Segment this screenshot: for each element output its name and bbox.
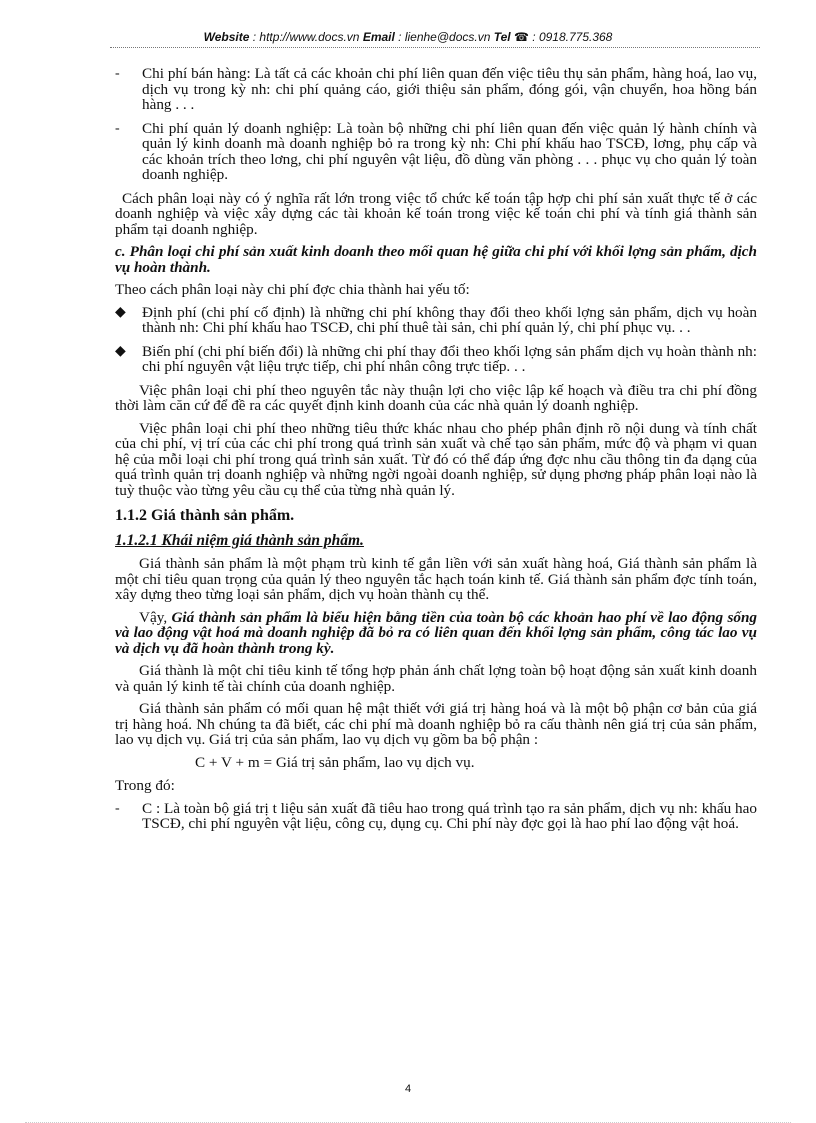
paragraph xyxy=(115,610,757,657)
list-item xyxy=(115,66,757,113)
email-value: : lienhe@docs.vn xyxy=(394,30,494,44)
list-item xyxy=(115,305,757,336)
definition-text: Giá thành sản phẩm là biểu hiện bằng tiền của toàn bộ các khoản hao phí về lao động sống và lao động vật hoá mà doanh nghiệp đã bỏ ra có liên quan đến khối lợng sản phẩm, công tác lao vụ và dịch vụ đã hoàn thành trong kỳ. xyxy=(115,608,757,657)
section-heading: c. Phân loại chi phí sản xuất kinh doanh theo mối quan hệ giữa chi phí với khối lợng sản phẩm, dịch vụ hoàn thành. xyxy=(115,243,757,276)
paragraph: Giá thành là một chỉ tiêu kinh tế tổng hợp phản ánh chất lợng toàn bộ hoạt động sản xuất kinh doanh và quản lý kinh tế tài chính của doanh nghiệp. xyxy=(115,662,757,695)
list-item xyxy=(115,121,757,183)
page-content xyxy=(115,66,757,840)
dash-marker: - xyxy=(115,800,120,816)
email-label: Email xyxy=(362,30,395,44)
tel-value: : 0918.775.368 xyxy=(528,30,613,44)
list-item xyxy=(115,344,757,375)
paragraph: Việc phân loại chi phí theo nguyên tắc này thuận lợi cho việc lập kế hoạch và điều tra chi phí đồng thời làm căn cứ để đề ra các quyết định kinh doanh của các nhà quản lý doanh nghiệp. xyxy=(115,381,757,414)
paragraph: Trong đó: xyxy=(115,777,175,794)
website-value: : http://www.docs.vn xyxy=(249,30,363,44)
paragraph: Biến phí (chi phí biến đổi) là những chi phí thay đổi theo khối lợng sản phẩm dịch vụ hoàn thành nh: chi phí nguyên vật liệu trực tiếp, chi phí nhân công trực tiếp. . . xyxy=(142,342,757,375)
diamond-bullet-icon: ◆ xyxy=(115,343,126,359)
dash-marker: - xyxy=(115,66,120,81)
tel-label: Tel xyxy=(493,30,511,44)
page-number: 4 xyxy=(404,1083,412,1095)
header-divider xyxy=(110,47,760,48)
diamond-bullet-icon: ◆ xyxy=(115,304,126,320)
paragraph: Việc phân loại chi phí theo những tiêu thức khác nhau cho phép phân định rõ nội dung và tính chất của chi phí, vị trí của các chi phí trong quá trình sản xuất và chế tạo sản phẩm, mức độ và phạm vi quan hệ của mỗi loại chi phí trong quá trình sản xuất. Từ đó có thể đáp ứng đợc nhu cầu thông tin đa dạng của quá trình quản trị doanh nghiệp và những ngời ngoài doanh nghiệp, sử dụng phơng pháp phân loại nào là tuỳ thuộc vào từng yêu cầu cụ thể của từng nhà quản lý. xyxy=(115,419,757,499)
paragraph: Giá thành sản phẩm có mối quan hệ mật thiết với giá trị hàng hoá và là một bộ phận cơ bản của giá trị hàng hoá. Nh chúng ta đã biết, các chi phí mà doanh nghiệp bỏ ra cấu thành nên giá trị của sản phẩm, lao vụ dịch vụ. Giá trị của sản phẩm, lao vụ dịch vụ gồm ba bộ phận : xyxy=(115,700,757,748)
paragraph: Chi phí quản lý doanh nghiệp: Là toàn bộ những chi phí liên quan đến việc quản lý hành chính và quản lý kinh doanh mà doanh nghiệp bỏ ra trong kỳ nh: Chi phí khấu hao TSCĐ, lơng, phụ cấp và các khoản trích theo lơng, chi phí nguyên vật liệu, đồ dùng văn phòng . . . phục vụ cho quản lý toàn doanh nghiệp. xyxy=(142,119,757,183)
paragraph: Giá thành sản phẩm là một phạm trù kinh tế gắn liền với sản xuất hàng hoá, Giá thành sản phẩm là một chỉ tiêu quan trọng của quản lý theo nguyên tắc hạch toán kinh tế. Giá thành sản phẩm đợc tính toán, xây dựng theo từng loại sản phẩm, dịch vụ hoàn thành cụ thể. xyxy=(115,555,757,603)
paragraph: Định phí (chi phí cố định) là những chi phí không thay đổi theo khối lợng sản phẩm, dịch vụ hoàn thành nh: Chi phí khấu hao TSCĐ, chi phí thuê tài sản, chi phí quản lý, chi phí phục vụ. . . xyxy=(142,303,757,336)
paragraph: C : Là toàn bộ giá trị t liệu sản xuất đã tiêu hao trong quá trình tạo ra sản phẩm, dịch vụ nh: khấu hao TSCĐ, chi phí nguyên vật liệu, công cụ, dụng cụ. Chi phí này đợc gọi là hao phí lao động vật hoá. xyxy=(142,799,757,832)
formula: C + V + m = Giá trị sản phẩm, lao vụ dịch vụ. xyxy=(195,753,475,771)
list-item xyxy=(115,801,757,832)
website-label: Website xyxy=(203,30,250,44)
phone-icon: ☎ xyxy=(513,30,529,44)
subsection-heading: 1.1.2.1 Khái niệm giá thành sản phẩm. xyxy=(115,531,364,549)
paragraph: Theo cách phân loại này chi phí đợc chia thành hai yếu tố: xyxy=(115,281,470,298)
paragraph-lead: Vậy, xyxy=(139,608,172,626)
page-header xyxy=(0,30,816,44)
dash-marker: - xyxy=(115,120,120,136)
paragraph: Chi phí bán hàng: Là tất cả các khoản chi phí liên quan đến việc tiêu thụ sản phẩm, hàng hoá, lao vụ, dịch vụ trong kỳ nh: chi phí quảng cáo, giới thiệu sản phẩm, đóng gói, vận chuyển, hoa hồng bán hàng . . . xyxy=(142,65,757,113)
section-heading: 1.1.2 Giá thành sản phẩm. xyxy=(115,507,295,524)
paragraph: Cách phân loại này có ý nghĩa rất lớn trong việc tổ chức kế toán tập hợp chi phí sản xuất thực tế ở các doanh nghiệp và việc xây dựng các tài khoản kế toán trong việc kế toán chi phí và tính giá thành sản phẩm tại doanh nghiệp. xyxy=(115,189,757,238)
